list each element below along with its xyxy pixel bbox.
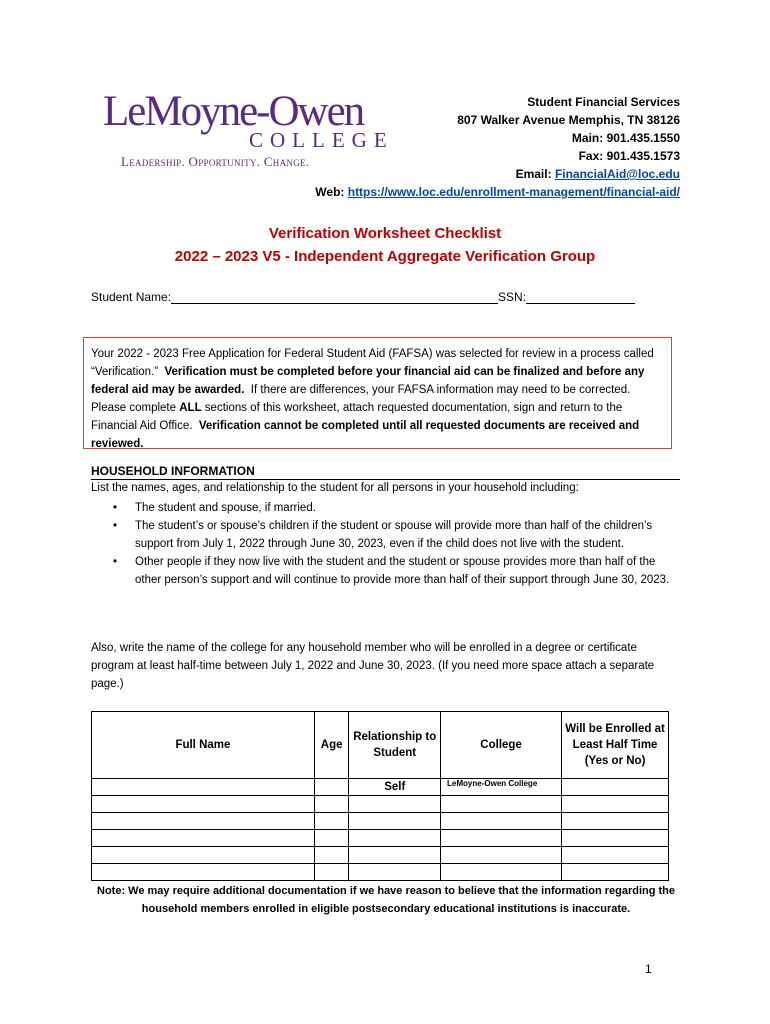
college-instructions: Also, write the name of the college for any household member who will be enrolled in a degree or certificate program at least half-time between July 1, 2022 and June 30, 2023. (If you need more space attach a separate page.) [91, 642, 655, 690]
email-line [315, 165, 680, 183]
header-age: Age [314, 712, 349, 779]
cell-relationship[interactable] [349, 813, 441, 830]
household-heading: HOUSEHOLD INFORMATION [91, 464, 680, 480]
worksheet-subtitle: 2022 – 2023 V5 - Independent Aggregate Verification Group [174, 248, 596, 265]
cell-college[interactable] [441, 864, 562, 881]
household-criteria-list [113, 499, 683, 589]
list-item [113, 517, 683, 553]
cell-relationship[interactable] [349, 796, 441, 813]
cell-relationship[interactable] [349, 847, 441, 864]
table-row [92, 796, 669, 813]
table-row [92, 779, 669, 796]
list-item-text: Other people if they now live with the student and the student or spouse provides more than half of the other person’s support and will continue to provide more than half of their support through June 30, 2023. [135, 556, 670, 586]
notice-text-2: If there are differences, your FAFSA information may need to be corrected. Please complete [91, 384, 631, 414]
student-name-label: Student Name: [91, 290, 172, 304]
cell-enrolled[interactable] [562, 779, 669, 796]
cell-age[interactable] [314, 864, 349, 881]
list-item-text: The student’s or spouse’s children if the student or spouse will provide more than half of the children’s support from July 1, 2022 through June 30, 2023, even if the child does not live with the student. [135, 520, 653, 550]
cell-college[interactable] [441, 830, 562, 847]
bullet-icon: • [113, 556, 118, 568]
cell-age[interactable] [314, 830, 349, 847]
table-row [92, 830, 669, 847]
header-enrolled: Will be Enrolled at Least Half Time (Yes or No) [562, 712, 669, 779]
cell-relationship: Self [349, 779, 441, 796]
cell-age[interactable] [314, 779, 349, 796]
logo-main-text: LeMoyne-Owen [103, 88, 364, 135]
cell-name[interactable] [92, 813, 315, 830]
cell-age[interactable] [314, 796, 349, 813]
cell-enrolled[interactable] [562, 830, 669, 847]
office-address: 807 Walker Avenue Memphis, TN 38126 [457, 113, 680, 127]
web-label: Web: [315, 185, 348, 199]
bullet-icon: • [113, 520, 118, 532]
web-link[interactable]: https://www.loc.edu/enrollment-management/financial-aid/ [347, 185, 680, 199]
notice-text-1: Your 2022 - 2023 Free Application for Federal Student Aid (FAFSA) was selected for review in a process called “Verification.” [91, 348, 654, 378]
cell-college[interactable] [441, 796, 562, 813]
household-intro: List the names, ages, and relationship to the student for all persons in your household including: [91, 482, 579, 494]
cell-name[interactable] [92, 847, 315, 864]
bullet-icon: • [113, 502, 118, 514]
page-number: 1 [645, 962, 652, 976]
table-row [92, 864, 669, 881]
cell-enrolled[interactable] [562, 813, 669, 830]
cell-college[interactable] [441, 813, 562, 830]
ssn-field[interactable] [526, 290, 635, 304]
student-name-field[interactable] [171, 290, 498, 304]
cell-college: LeMoyne-Owen College [441, 779, 562, 796]
web-line [315, 183, 680, 201]
table-header-row [92, 712, 669, 779]
ssn-label: SSN: [498, 290, 527, 304]
list-item [113, 553, 683, 589]
contact-block [315, 93, 680, 201]
header-college: College [441, 712, 562, 779]
notice-bold-2: ALL [179, 402, 202, 414]
worksheet-title: Verification Worksheet Checklist [268, 225, 502, 242]
notice-text-3: sections of this worksheet, attach requested documentation, sign and return to the Financial Aid Office. [91, 402, 623, 432]
cell-enrolled[interactable] [562, 864, 669, 881]
verification-notice [83, 337, 672, 449]
note-text: Note: We may require additional documentation if we have reason to believe that the information regarding the household members enrolled in eligible postsecondary educational institutions is inaccurate. [97, 885, 675, 915]
table-row [92, 847, 669, 864]
email-link[interactable]: FinancialAid@loc.edu [554, 167, 680, 181]
header-full-name: Full Name [92, 712, 315, 779]
cell-age[interactable] [314, 847, 349, 864]
notice-bold-3: Verification cannot be completed until all requested documents are received and reviewed. [91, 420, 640, 450]
logo-tagline: Leadership. Opportunity. Change. [121, 154, 310, 169]
cell-name[interactable] [92, 796, 315, 813]
cell-relationship[interactable] [349, 864, 441, 881]
header-relationship: Relationship to Student [349, 712, 441, 779]
cell-relationship[interactable] [349, 830, 441, 847]
cell-enrolled[interactable] [562, 847, 669, 864]
cell-name[interactable] [92, 830, 315, 847]
list-item-text: The student and spouse, if married. [135, 502, 316, 514]
student-info-line [91, 290, 635, 304]
fax-number: Fax: 901.435.1573 [578, 149, 680, 163]
office-name: Student Financial Services [527, 95, 680, 109]
table-row [92, 813, 669, 830]
cell-name[interactable] [92, 864, 315, 881]
household-table [91, 711, 669, 881]
cell-age[interactable] [314, 813, 349, 830]
logo-college-text: COLLEGE [249, 128, 394, 152]
main-phone: Main: 901.435.1550 [571, 131, 680, 145]
email-label: Email: [515, 167, 555, 181]
notice-bold-1: Verification must be completed before your financial aid can be finalized and before any federal aid may be awarded. [91, 366, 645, 396]
cell-name[interactable] [92, 779, 315, 796]
list-item [113, 499, 683, 517]
cell-college[interactable] [441, 847, 562, 864]
cell-enrolled[interactable] [562, 796, 669, 813]
